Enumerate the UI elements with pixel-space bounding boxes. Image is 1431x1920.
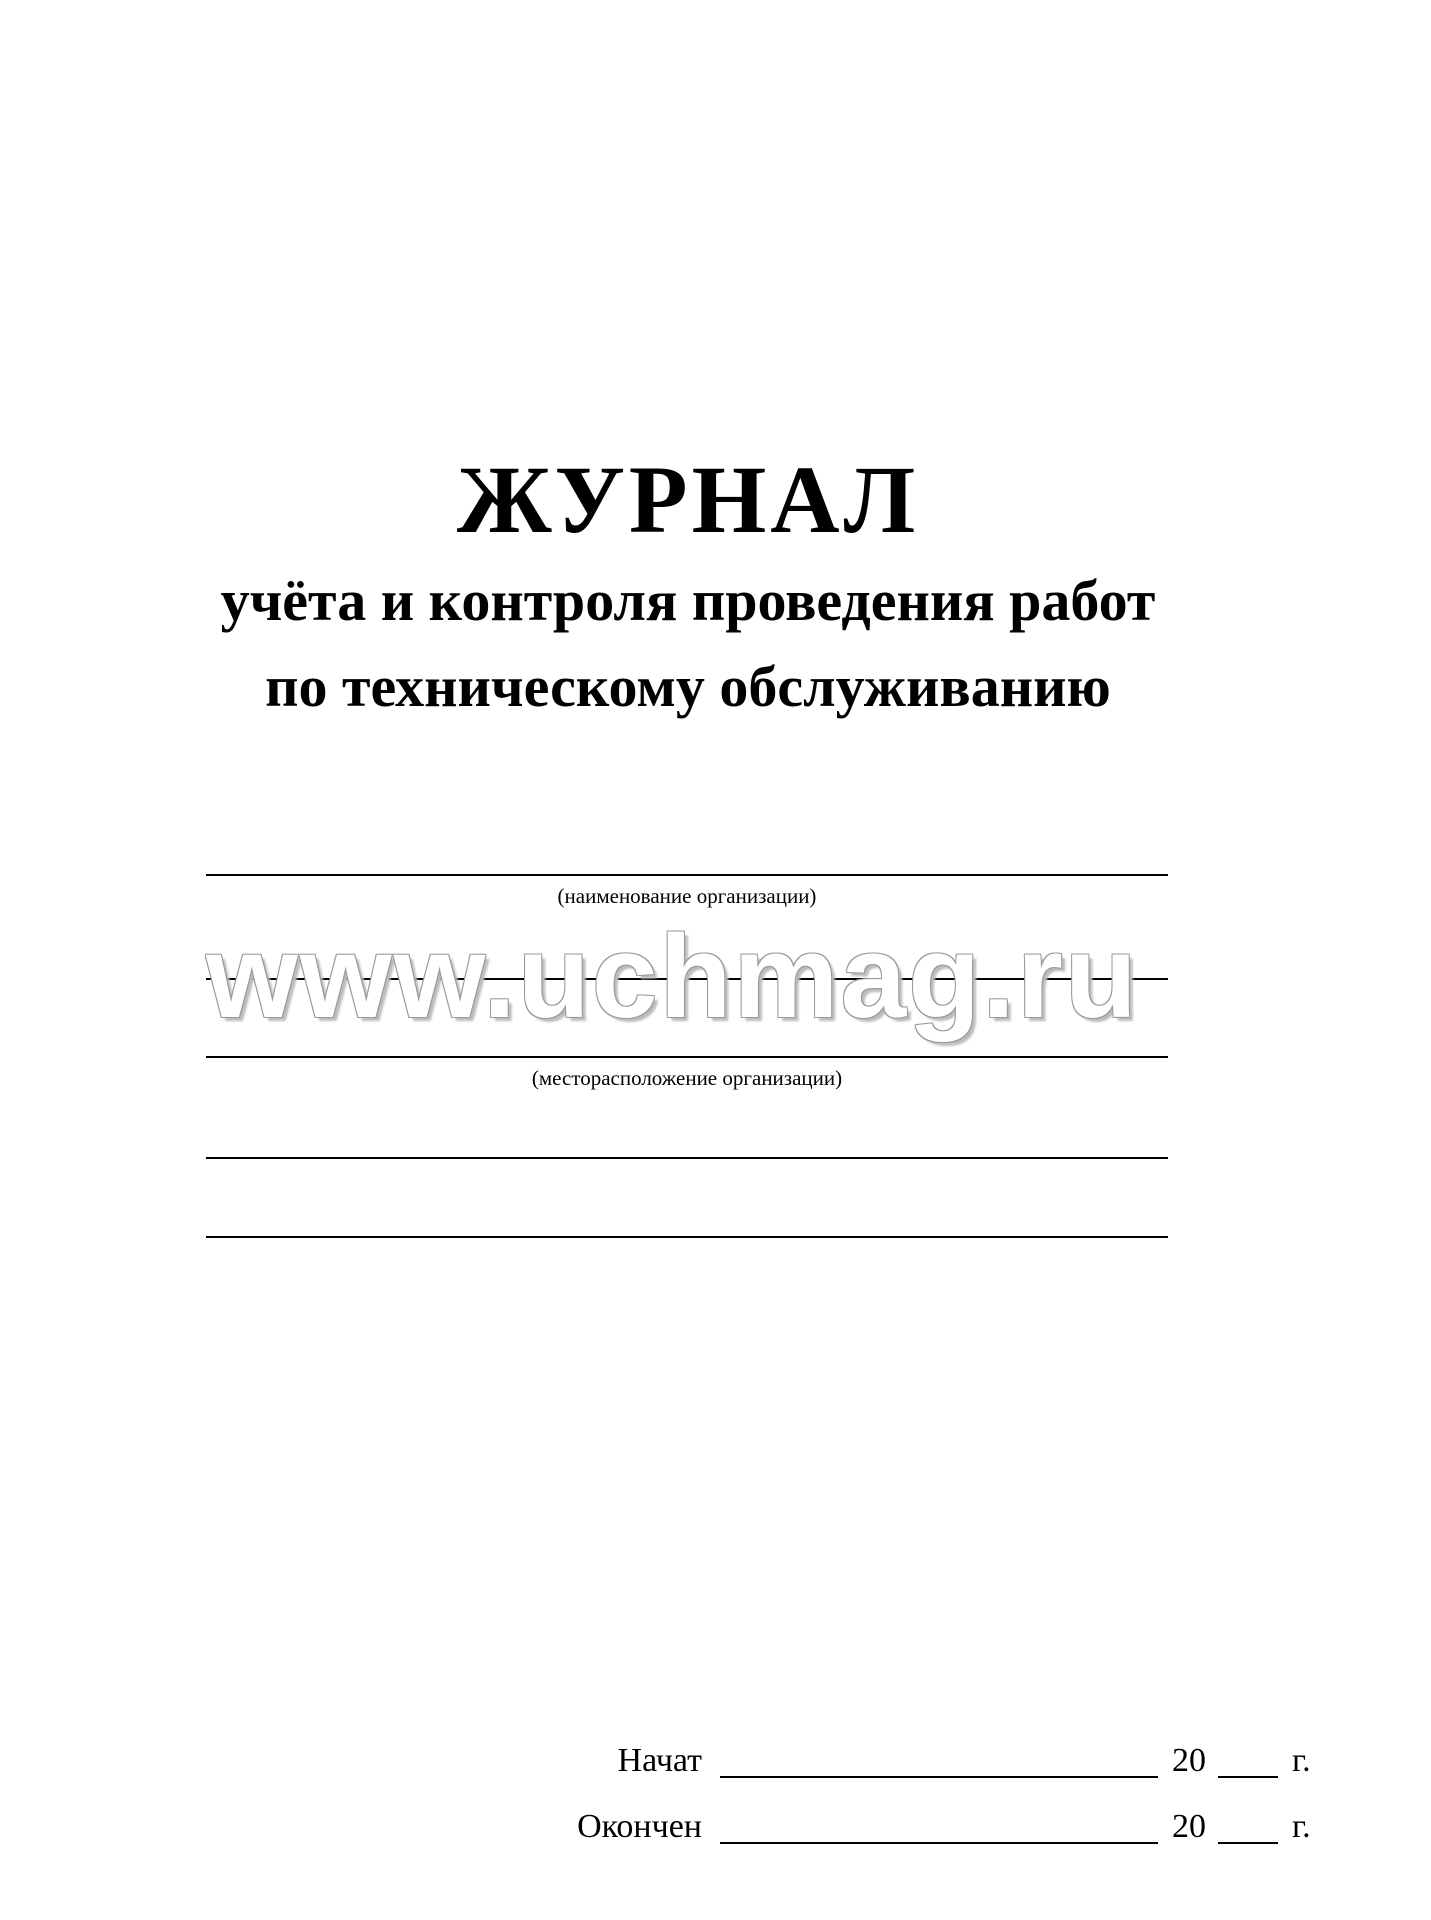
- finished-year-prefix: 20: [1172, 1808, 1206, 1845]
- started-date-row: [540, 1734, 1340, 1784]
- extra-blank-line-1: [206, 1157, 1168, 1159]
- journal-subtitle-line1: учёта и контроля проведения работ: [220, 568, 1156, 633]
- site-watermark: www.uchmag.ru: [206, 911, 1139, 1043]
- started-year-prefix: 20: [1172, 1742, 1206, 1779]
- journal-subtitle-line2: по техническому обслуживанию: [265, 654, 1111, 719]
- finished-label: Окончен: [577, 1808, 702, 1845]
- organization-location-caption: (месторасположение организации): [531, 1066, 843, 1090]
- finished-year-suffix: г.: [1292, 1808, 1311, 1845]
- organization-name-line: [206, 874, 1168, 876]
- finished-year-blank: [1218, 1842, 1278, 1844]
- journal-title: ЖУРНАЛ: [456, 446, 920, 553]
- started-year-suffix: г.: [1292, 1742, 1311, 1779]
- finished-date-blank: [720, 1842, 1158, 1844]
- organization-name-caption: (наименование организации): [557, 884, 817, 908]
- started-year-blank: [1218, 1776, 1278, 1778]
- started-label: Начат: [617, 1742, 702, 1779]
- finished-date-row: [540, 1800, 1340, 1850]
- started-date-blank: [720, 1776, 1158, 1778]
- organization-location-line: [206, 1056, 1168, 1058]
- extra-blank-line-2: [206, 1236, 1168, 1238]
